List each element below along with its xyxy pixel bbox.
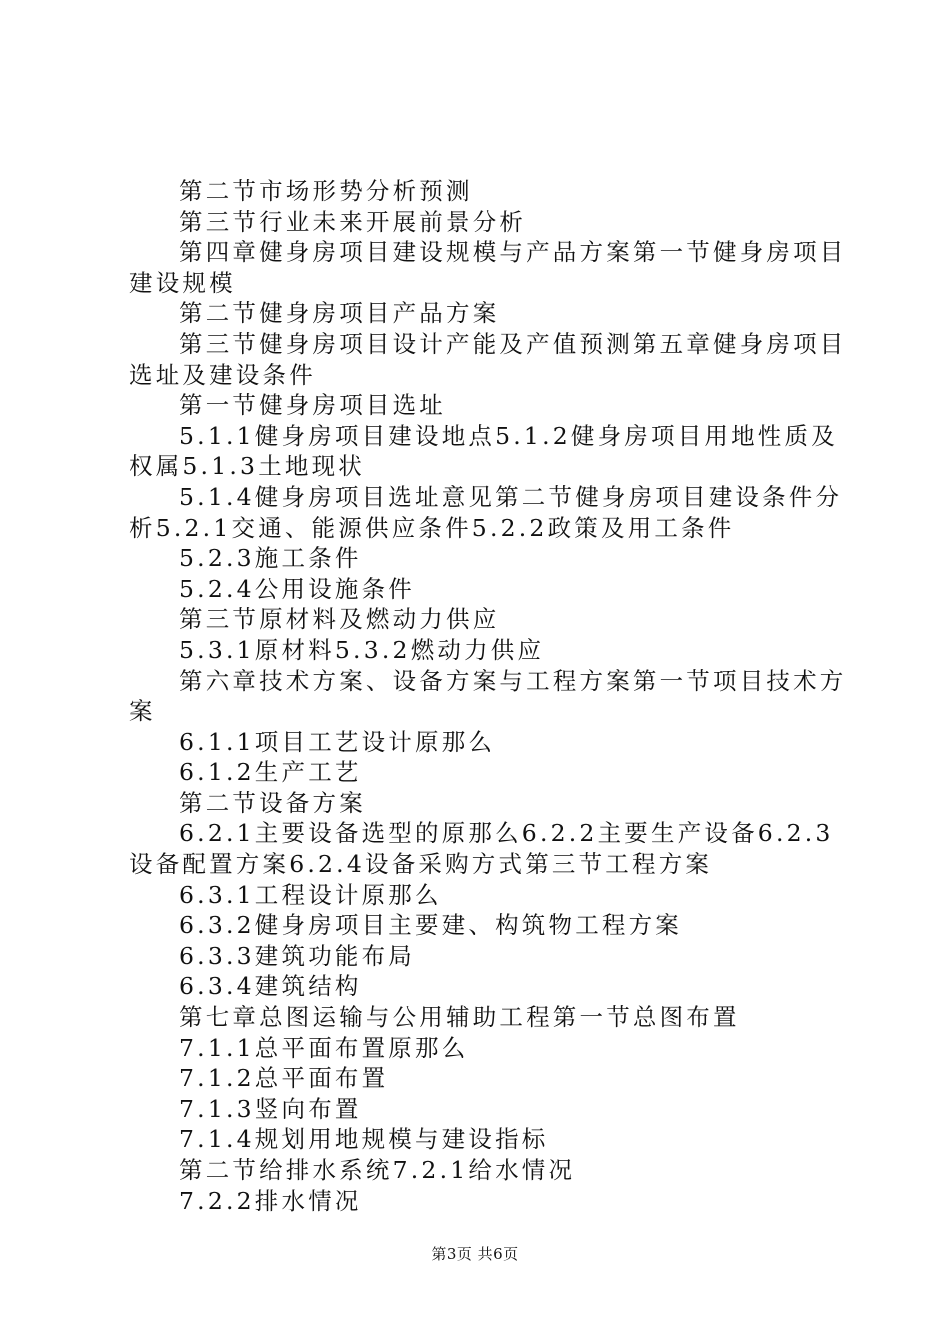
paragraph: 5.1.4健身房项目选址意见第二节健身房项目建设条件分析5.2.1交通、能源供应条件5.2.2政策及用工条件 <box>129 482 843 542</box>
document-body <box>129 176 849 1216</box>
paragraph: 6.3.4建筑结构 <box>179 972 362 1001</box>
paragraph: 6.1.1项目工艺设计原那么 <box>179 727 496 756</box>
paragraph: 7.1.4规划用地规模与建设指标 <box>179 1125 549 1154</box>
paragraph: 第二节给排水系统7.2.1给水情况 <box>179 1156 576 1184</box>
page-footer: 第3页 共6页 <box>431 1245 519 1263</box>
paragraph: 6.3.3建筑功能布局 <box>179 941 415 970</box>
paragraph: 第二节市场形势分析预测 <box>179 177 473 205</box>
paragraph: 第二节健身房项目产品方案 <box>179 299 500 328</box>
paragraph: 5.1.1健身房项目建设地点5.1.2健身房项目用地性质及权属5.1.3土地现状 <box>129 421 838 481</box>
paragraph: 6.1.2生产工艺 <box>179 758 362 787</box>
paragraph: 7.1.2总平面布置 <box>179 1064 389 1093</box>
paragraph: 第七章总图运输与公用辅助工程第一节总图布置 <box>179 1003 740 1032</box>
paragraph: 7.2.2排水情况 <box>179 1186 362 1215</box>
paragraph: 第一节健身房项目选址 <box>179 391 446 420</box>
paragraph: 6.2.1主要设备选型的原那么6.2.2主要生产设备6.2.3设备配置方案6.2.4设备采购方式第三节工程方案 <box>129 819 834 879</box>
paragraph: 5.3.1原材料5.3.2燃动力供应 <box>179 635 545 664</box>
paragraph: 7.1.3竖向布置 <box>179 1094 362 1123</box>
paragraph: 6.3.1工程设计原那么 <box>179 880 442 909</box>
paragraph: 5.2.4公用设施条件 <box>179 574 415 603</box>
paragraph: 第三节原材料及燃动力供应 <box>179 605 500 634</box>
paragraph: 7.1.1总平面布置原那么 <box>179 1033 469 1062</box>
paragraph: 第二节设备方案 <box>179 788 366 817</box>
paragraph: 5.2.3施工条件 <box>179 544 362 573</box>
paragraph: 第六章技术方案、设备方案与工程方案第一节项目技术方案 <box>129 666 847 726</box>
paragraph: 第三节健身房项目设计产能及产值预测第五章健身房项目选址及建设条件 <box>129 329 847 389</box>
paragraph: 6.3.2健身房项目主要建、构筑物工程方案 <box>179 911 682 940</box>
paragraph: 第三节行业未来开展前景分析 <box>179 207 527 236</box>
paragraph: 第四章健身房项目建设规模与产品方案第一节健身房项目建设规模 <box>129 238 847 297</box>
